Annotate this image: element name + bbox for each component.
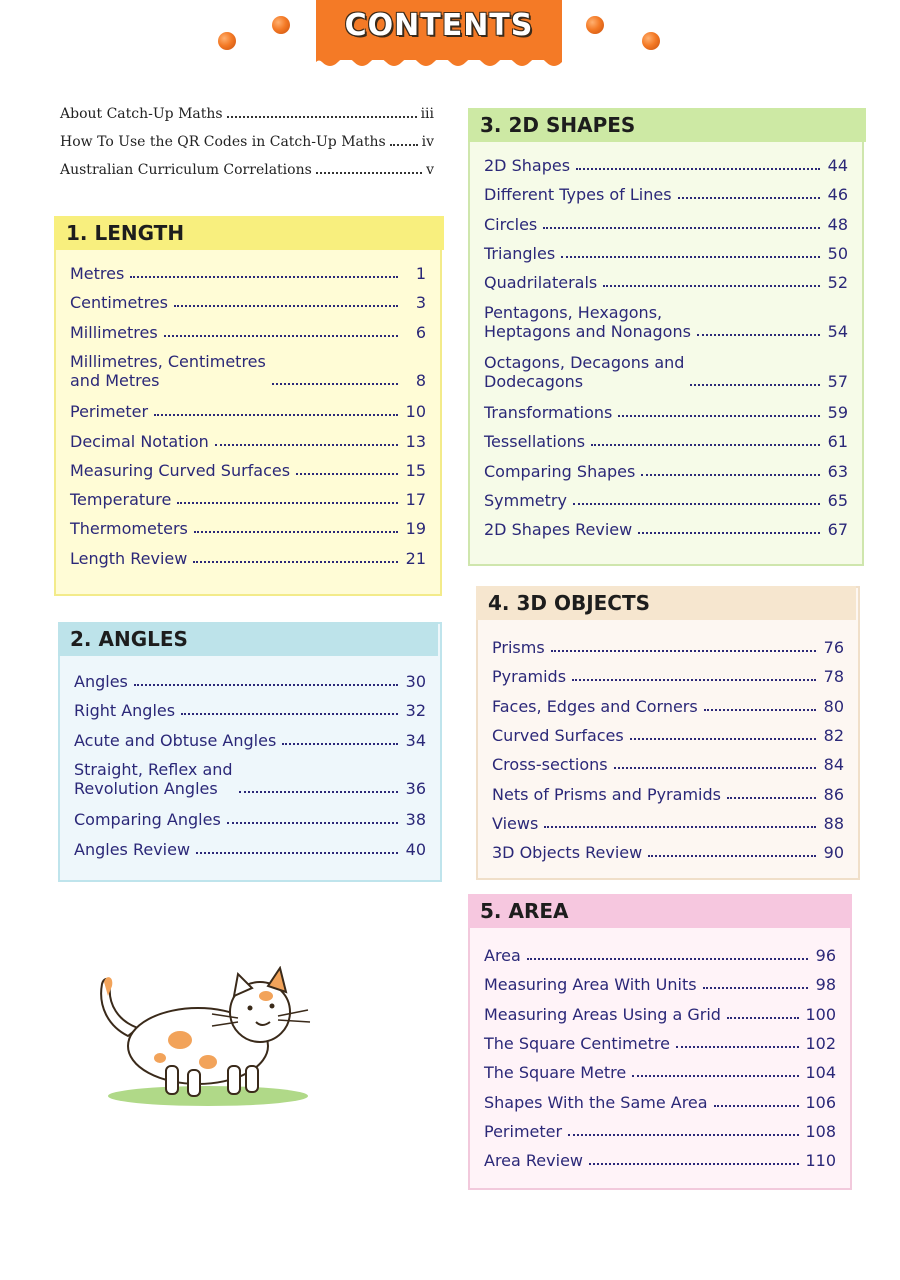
toc-entry-label: Measuring Area With Units xyxy=(484,975,697,995)
leader-dots xyxy=(215,444,398,446)
toc-entry-page: 59 xyxy=(827,403,848,423)
toc-entry-page: 13 xyxy=(405,431,426,451)
toc-entry-label: 2D Shapes xyxy=(484,156,571,175)
toc-entry[interactable] xyxy=(492,755,844,774)
section-entries xyxy=(484,896,836,1188)
intro-item[interactable] xyxy=(60,106,434,134)
decor-dot-icon xyxy=(642,32,660,50)
toc-entry-page: 61 xyxy=(827,432,848,452)
leader-dots xyxy=(544,826,816,828)
toc-entry-label: Metres xyxy=(70,264,125,283)
leader-dots xyxy=(714,1105,800,1107)
toc-entry-page: 17 xyxy=(405,490,426,510)
toc-entry[interactable] xyxy=(484,185,848,204)
toc-entry[interactable] xyxy=(484,1122,836,1141)
toc-entry[interactable] xyxy=(484,1151,836,1170)
toc-entry-label: Views xyxy=(492,813,539,833)
leader-dots xyxy=(164,335,398,337)
toc-entry-label: Curved Surfaces xyxy=(492,725,624,745)
leader-dots xyxy=(194,531,398,533)
toc-entry-label: 3D Objects Review xyxy=(492,843,643,863)
toc-entry[interactable] xyxy=(484,273,848,292)
leader-dots xyxy=(573,503,820,505)
toc-entry[interactable] xyxy=(70,432,426,451)
toc-entry[interactable] xyxy=(484,1093,836,1112)
section-title: 3. 2D SHAPES xyxy=(468,108,866,142)
toc-entry[interactable] xyxy=(70,293,426,312)
toc-entry[interactable] xyxy=(492,814,844,833)
toc-entry-label: Right Angles xyxy=(74,701,176,721)
toc-entry-label: Millimetres, Centimetres and Metres xyxy=(70,351,266,390)
toc-entry[interactable] xyxy=(74,810,426,829)
toc-entry-page: 63 xyxy=(827,461,848,481)
toc-entry-label: Different Types of Lines xyxy=(484,185,672,205)
section-angles xyxy=(58,622,442,882)
toc-entry-page: 19 xyxy=(405,519,426,539)
leader-dots xyxy=(591,444,820,446)
toc-entry-page: 40 xyxy=(405,839,426,859)
toc-entry[interactable] xyxy=(492,667,844,686)
toc-entry-page: 65 xyxy=(827,491,848,510)
toc-entry[interactable] xyxy=(484,462,848,481)
leader-dots xyxy=(177,502,398,504)
toc-entry[interactable] xyxy=(484,975,836,994)
toc-entry[interactable] xyxy=(70,264,426,283)
section-2d-shapes xyxy=(468,108,864,566)
toc-entry-label: Circles xyxy=(484,214,538,234)
toc-entry-page: 84 xyxy=(823,755,844,775)
intro-item-page: v xyxy=(426,162,434,178)
toc-entry[interactable] xyxy=(74,731,426,750)
leader-dots xyxy=(239,791,398,793)
toc-entry[interactable] xyxy=(484,403,848,422)
toc-entry-label: Triangles xyxy=(484,243,556,263)
leader-dots xyxy=(181,713,398,715)
toc-entry-page: 50 xyxy=(827,243,848,263)
toc-entry-page: 98 xyxy=(815,975,836,995)
leader-dots xyxy=(690,384,820,386)
toc-entry-label: Symmetry xyxy=(484,491,567,510)
toc-entry-page: 80 xyxy=(823,696,844,716)
toc-entry-label: Pentagons, Hexagons, Heptagons and Nonagons xyxy=(484,302,691,341)
section-length xyxy=(54,216,442,596)
toc-entry-label: Straight, Reflex and Revolution Angles xyxy=(74,759,233,798)
decor-dot-icon xyxy=(218,32,236,50)
toc-entry-label: Faces, Edges and Corners xyxy=(492,696,698,716)
toc-entry-label: Measuring Areas Using a Grid xyxy=(484,1004,721,1024)
toc-entry-page: 110 xyxy=(805,1151,836,1171)
toc-entry[interactable] xyxy=(492,638,844,657)
toc-entry-page: 48 xyxy=(827,214,848,234)
leader-dots xyxy=(130,276,398,278)
leader-dots xyxy=(193,561,398,563)
toc-entry-page: 108 xyxy=(805,1121,836,1141)
toc-entry[interactable] xyxy=(70,323,426,342)
leader-dots xyxy=(630,738,816,740)
page-title: CONTENTS xyxy=(344,8,534,43)
toc-entry-page: 57 xyxy=(827,371,848,391)
leader-dots xyxy=(704,709,816,711)
toc-entry-label: Comparing Angles xyxy=(74,810,221,830)
toc-entry-page: 8 xyxy=(415,370,426,390)
leader-dots xyxy=(174,305,398,307)
toc-entry-page: 67 xyxy=(827,520,848,540)
section-title: 4. 3D OBJECTS xyxy=(476,586,856,620)
toc-entry-label: Prisms xyxy=(492,638,545,657)
leader-dots xyxy=(572,679,816,681)
toc-entry[interactable] xyxy=(484,353,848,391)
toc-entry-page: 46 xyxy=(827,185,848,205)
decor-dot-icon xyxy=(272,16,290,34)
toc-entry-page: 106 xyxy=(805,1092,836,1112)
leader-dots xyxy=(603,285,820,287)
section-title: 2. ANGLES xyxy=(58,622,438,656)
leader-dots xyxy=(648,855,816,857)
toc-entry-label: Length Review xyxy=(70,548,188,568)
leader-dots xyxy=(568,1134,799,1136)
toc-entry[interactable] xyxy=(484,215,848,234)
toc-entry[interactable] xyxy=(484,491,848,510)
section-area xyxy=(468,894,852,1190)
section-entries xyxy=(70,218,426,594)
toc-entry[interactable] xyxy=(484,156,848,175)
toc-entry[interactable] xyxy=(492,726,844,745)
section-entries xyxy=(74,624,426,880)
leader-dots xyxy=(697,334,820,336)
toc-entry-page: 32 xyxy=(405,701,426,721)
leader-dots xyxy=(551,650,816,652)
leader-dots xyxy=(678,197,820,199)
toc-entry-page: 10 xyxy=(405,402,426,422)
toc-entry-label: Measuring Curved Surfaces xyxy=(70,460,291,480)
section-title: 5. AREA xyxy=(468,894,852,928)
toc-entry-label: 2D Shapes Review xyxy=(484,520,633,540)
leader-dots xyxy=(641,474,820,476)
toc-entry-page: 3 xyxy=(415,293,426,313)
intro-item[interactable] xyxy=(60,134,434,162)
toc-entry-label: Nets of Prisms and Pyramids xyxy=(492,784,721,804)
toc-entry-label: Cross-sections xyxy=(492,755,608,775)
leader-dots xyxy=(727,797,816,799)
leader-dots xyxy=(227,116,417,118)
toc-entry-label: Area Review xyxy=(484,1151,583,1171)
intro-list xyxy=(60,106,434,190)
leader-dots xyxy=(638,532,820,534)
section-3d-objects xyxy=(476,586,860,880)
toc-entry[interactable] xyxy=(484,303,848,341)
toc-entry-page: 6 xyxy=(415,322,426,342)
toc-entry-page: 21 xyxy=(405,548,426,568)
toc-entry[interactable] xyxy=(484,244,848,263)
toc-entry-page: 38 xyxy=(405,810,426,830)
toc-entry-page: 100 xyxy=(805,1004,836,1024)
toc-entry-page: 88 xyxy=(823,813,844,833)
section-entries xyxy=(484,110,848,564)
toc-entry-label: Acute and Obtuse Angles xyxy=(74,730,277,750)
leader-dots xyxy=(703,987,808,989)
toc-entry-label: Transformations xyxy=(484,403,613,423)
toc-entry-label: Area xyxy=(484,946,521,965)
toc-entry-page: 104 xyxy=(805,1063,836,1083)
intro-item-label: Australian Curriculum Correlations xyxy=(60,162,312,178)
toc-entry-page: 44 xyxy=(827,156,848,175)
toc-entry[interactable] xyxy=(484,946,836,965)
toc-entry-label: Decimal Notation xyxy=(70,431,209,451)
toc-entry[interactable] xyxy=(70,461,426,480)
toc-entry[interactable] xyxy=(484,432,848,451)
toc-entry[interactable] xyxy=(70,352,426,390)
toc-entry-page: 1 xyxy=(415,264,426,283)
toc-entry[interactable] xyxy=(484,1063,836,1082)
toc-entry-page: 78 xyxy=(823,667,844,687)
toc-entry-label: Pyramids xyxy=(492,667,567,687)
toc-entry-label: Angles Review xyxy=(74,839,191,859)
toc-entry-page: 82 xyxy=(823,725,844,745)
toc-entry[interactable] xyxy=(484,520,848,539)
leader-dots xyxy=(614,767,816,769)
toc-entry[interactable] xyxy=(70,402,426,421)
toc-entry-label: Temperature xyxy=(70,490,172,510)
leader-dots xyxy=(316,172,422,174)
toc-entry[interactable] xyxy=(74,701,426,720)
banner-wave-edge xyxy=(316,56,562,70)
leader-dots xyxy=(589,1163,799,1165)
toc-entry-label: Octagons, Decagons and Dodecagons xyxy=(484,352,685,391)
leader-dots xyxy=(196,852,398,854)
intro-item-page: iv xyxy=(421,134,434,150)
leader-dots xyxy=(282,743,398,745)
leader-dots xyxy=(727,1017,800,1019)
toc-entry-label: Angles xyxy=(74,672,128,691)
decor-dot-icon xyxy=(586,16,604,34)
section-title: 1. LENGTH xyxy=(54,216,444,250)
leader-dots xyxy=(527,958,808,960)
toc-entry-page: 102 xyxy=(805,1033,836,1053)
toc-entry[interactable] xyxy=(70,490,426,509)
toc-entry[interactable] xyxy=(492,697,844,716)
toc-entry-label: Perimeter xyxy=(484,1121,563,1141)
leader-dots xyxy=(296,473,398,475)
toc-entry[interactable] xyxy=(70,549,426,568)
toc-entry[interactable] xyxy=(492,843,844,862)
toc-entry-label: Tessellations xyxy=(484,432,586,452)
leader-dots xyxy=(134,684,398,686)
toc-entry-label: Centimetres xyxy=(70,293,168,313)
toc-entry-label: Quadrilaterals xyxy=(484,273,598,293)
toc-entry-page: 86 xyxy=(823,784,844,804)
intro-item-label: How To Use the QR Codes in Catch-Up Maths xyxy=(60,134,386,150)
toc-entry-page: 15 xyxy=(405,460,426,480)
toc-entry-label: Millimetres xyxy=(70,322,158,342)
toc-entry-label: Comparing Shapes xyxy=(484,461,636,481)
intro-item-label: About Catch-Up Maths xyxy=(60,106,223,122)
toc-entry[interactable] xyxy=(484,1034,836,1053)
intro-item[interactable] xyxy=(60,162,434,190)
leader-dots xyxy=(390,144,418,146)
section-entries xyxy=(492,588,844,878)
toc-entry[interactable] xyxy=(492,785,844,804)
toc-entry-label: Shapes With the Same Area xyxy=(484,1092,708,1112)
leader-dots xyxy=(272,383,398,385)
toc-entry-page: 96 xyxy=(815,946,836,965)
toc-entry-label: The Square Centimetre xyxy=(484,1033,670,1053)
cat-illustration-icon xyxy=(88,966,318,1116)
leader-dots xyxy=(618,415,820,417)
leader-dots xyxy=(227,822,398,824)
toc-entry-label: The Square Metre xyxy=(484,1063,627,1083)
toc-entry[interactable] xyxy=(484,1005,836,1024)
leader-dots xyxy=(676,1046,800,1048)
toc-entry-page: 36 xyxy=(405,778,426,798)
toc-entry-page: 52 xyxy=(827,273,848,293)
intro-item-page: iii xyxy=(420,106,434,122)
toc-entry-page: 54 xyxy=(827,321,848,341)
toc-entry[interactable] xyxy=(74,672,426,691)
leader-dots xyxy=(561,256,820,258)
leader-dots xyxy=(154,414,398,416)
leader-dots xyxy=(632,1075,799,1077)
toc-entry-page: 34 xyxy=(405,730,426,750)
toc-entry[interactable] xyxy=(74,840,426,859)
toc-entry-label: Thermometers xyxy=(70,519,188,539)
toc-entry[interactable] xyxy=(70,519,426,538)
leader-dots xyxy=(543,227,820,229)
toc-entry-page: 30 xyxy=(405,672,426,691)
toc-entry[interactable] xyxy=(74,760,426,798)
leader-dots xyxy=(576,168,820,170)
toc-entry-page: 76 xyxy=(823,638,844,657)
toc-entry-page: 90 xyxy=(823,843,844,863)
toc-entry-label: Perimeter xyxy=(70,402,149,422)
